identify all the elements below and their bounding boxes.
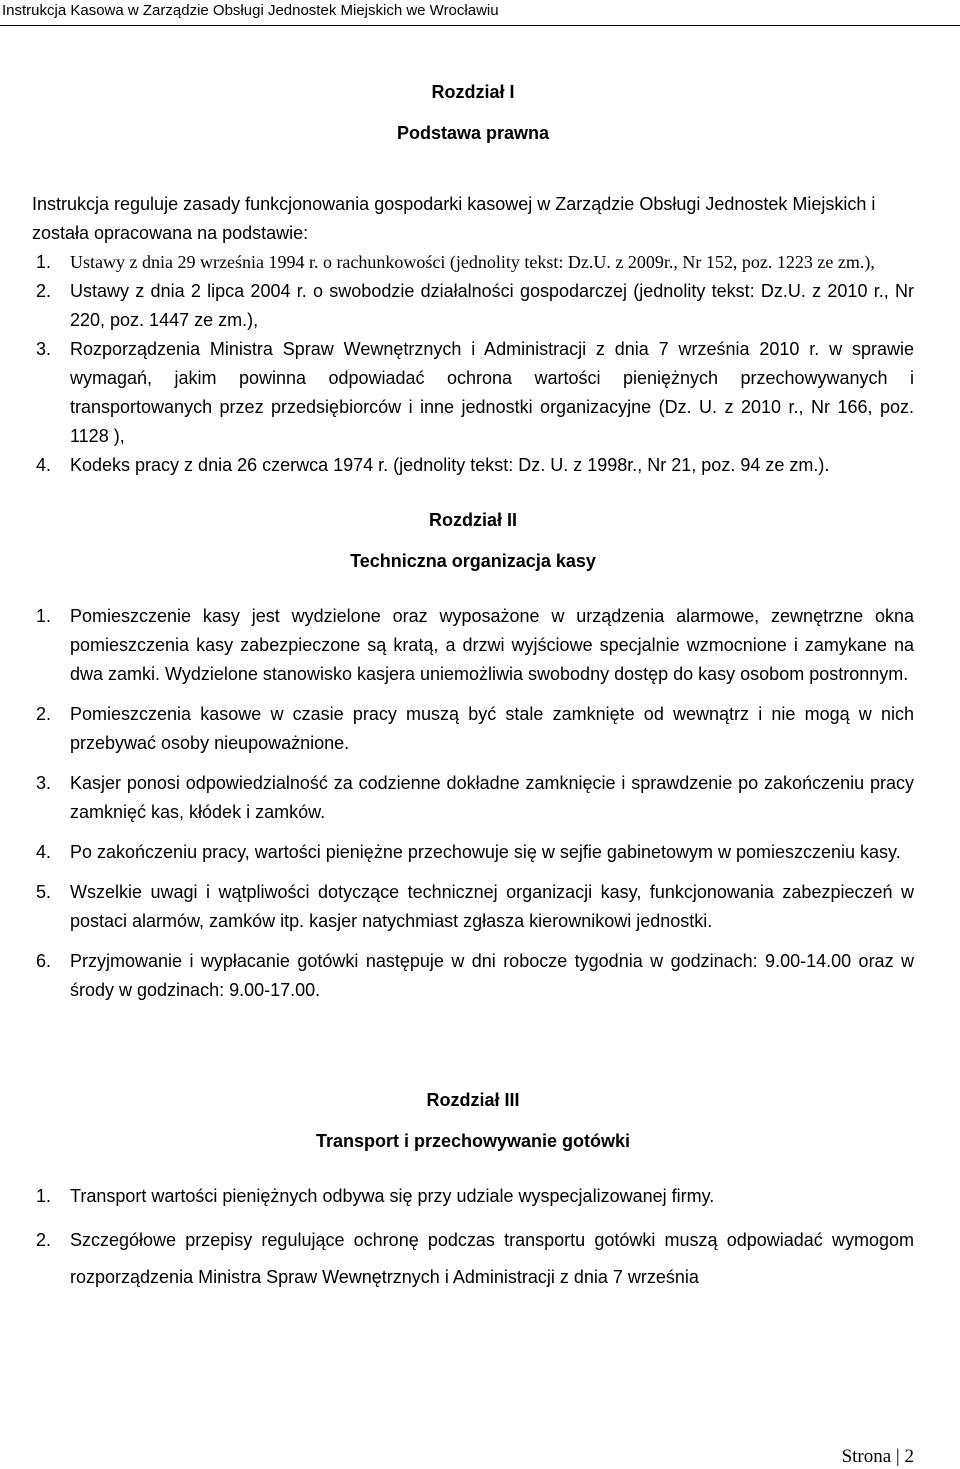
header-divider <box>0 25 960 26</box>
chapter-1-title: Rozdział I <box>431 82 515 102</box>
chapter-2-title: Rozdział II <box>428 510 517 530</box>
list-item: 2. Ustawy z dnia 2 lipca 2004 r. o swobodzie działalności gospodarczej (jednolity tekst: Dz.U. z 2010 r., Nr 220, poz. 1447 ze zm.), <box>36 281 914 330</box>
chapter-3-title: Rozdział III <box>426 1090 520 1110</box>
chapter-3-subtitle: Transport i przechowywanie gotówki <box>315 1131 631 1151</box>
list-item: 1. Ustawy z dnia 29 września 1994 r. o rachunkowości (jednolity tekst: Dz.U. z 2009r., Nr 152, poz. 1223 ze zm.), <box>36 252 875 272</box>
list-item: 2. Pomieszczenia kasowe w czasie pracy muszą być stale zamknięte od wewnątrz i nie mogą w nich przebywać osoby nieupoważnione. <box>36 704 914 753</box>
list-item: 4. Po zakończeniu pracy, wartości pieniężne przechowuje się w sejfie gabinetowym w pomieszczeniu kasy. <box>36 842 901 862</box>
chapter-2-subtitle: Techniczna organizacja kasy <box>350 551 596 571</box>
page-number: Strona | 2 <box>841 1446 914 1467</box>
document-body <box>32 78 914 1307</box>
running-header: Instrukcja Kasowa w Zarządzie Obsługi Jednostek Miejskich we Wrocławiu <box>2 2 499 19</box>
list-item: 3. Rozporządzenia Ministra Spraw Wewnętrznych i Administracji z dnia 7 września 2010 r. w sprawie wymagań, jakim powinna odpowiadać ochrona wartości pieniężnych przechowywanych i transportowanych przez przedsiębiorców i inne jednostki organizacyjne (Dz. U. z 2010 r., Nr 166, poz. 1128 ), <box>36 339 914 446</box>
list-item: 2. Szczegółowe przepisy regulujące ochronę podczas transportu gotówki muszą odpowiadać wymogom rozporządzenia Ministra Spraw Wewnętrznych i Administracji z dnia 7 września <box>36 1230 914 1287</box>
legal-basis-list <box>32 248 914 480</box>
intro-paragraph: Instrukcja reguluje zasady funkcjonowania gospodarki kasowej w Zarządzie Obsługi Jednostek Miejskich i została opracowana na podstawie: <box>32 194 876 243</box>
list-item: 6. Przyjmowanie i wypłacanie gotówki następuje w dni robocze tygodnia w godzinach: 9.00-14.00 oraz w środy w godzinach: 9.00-17.00. <box>36 951 914 1000</box>
list-item: 3. Kasjer ponosi odpowiedzialność za codzienne dokładne zamknięcie i sprawdzenie po zakończeniu pracy zamknięć kas, kłódek i zamków. <box>36 773 914 822</box>
list-item: 4. Kodeks pracy z dnia 26 czerwca 1974 r. (jednolity tekst: Dz. U. z 1998r., Nr 21, poz. 94 ze zm.). <box>36 455 830 475</box>
list-item: 5. Wszelkie uwagi i wątpliwości dotyczące technicznej organizacji kasy, funkcjonowania zabezpieczeń w postaci alarmów, zamków itp. kasjer natychmiast zgłasza kierownikowi jednostki. <box>36 882 914 931</box>
chapter-1-subtitle: Podstawa prawna <box>396 123 550 143</box>
list-item: 1. Pomieszczenie kasy jest wydzielone oraz wyposażone w urządzenia alarmowe, zewnętrzne okna pomieszczenia kasy zabezpieczone są kratą, a drzwi wyjściowe specjalnie wzmocnione i zamykane na dwa zamki. Wydzielone stanowisko kasjera uniemożliwia swobodny dostęp do kasy osobom postronnym. <box>36 606 914 684</box>
transport-list <box>32 1182 914 1296</box>
list-item: 1. Transport wartości pieniężnych odbywa się przy udziale wyspecjalizowanej firmy. <box>36 1186 715 1206</box>
cash-organization-list <box>32 602 914 1005</box>
